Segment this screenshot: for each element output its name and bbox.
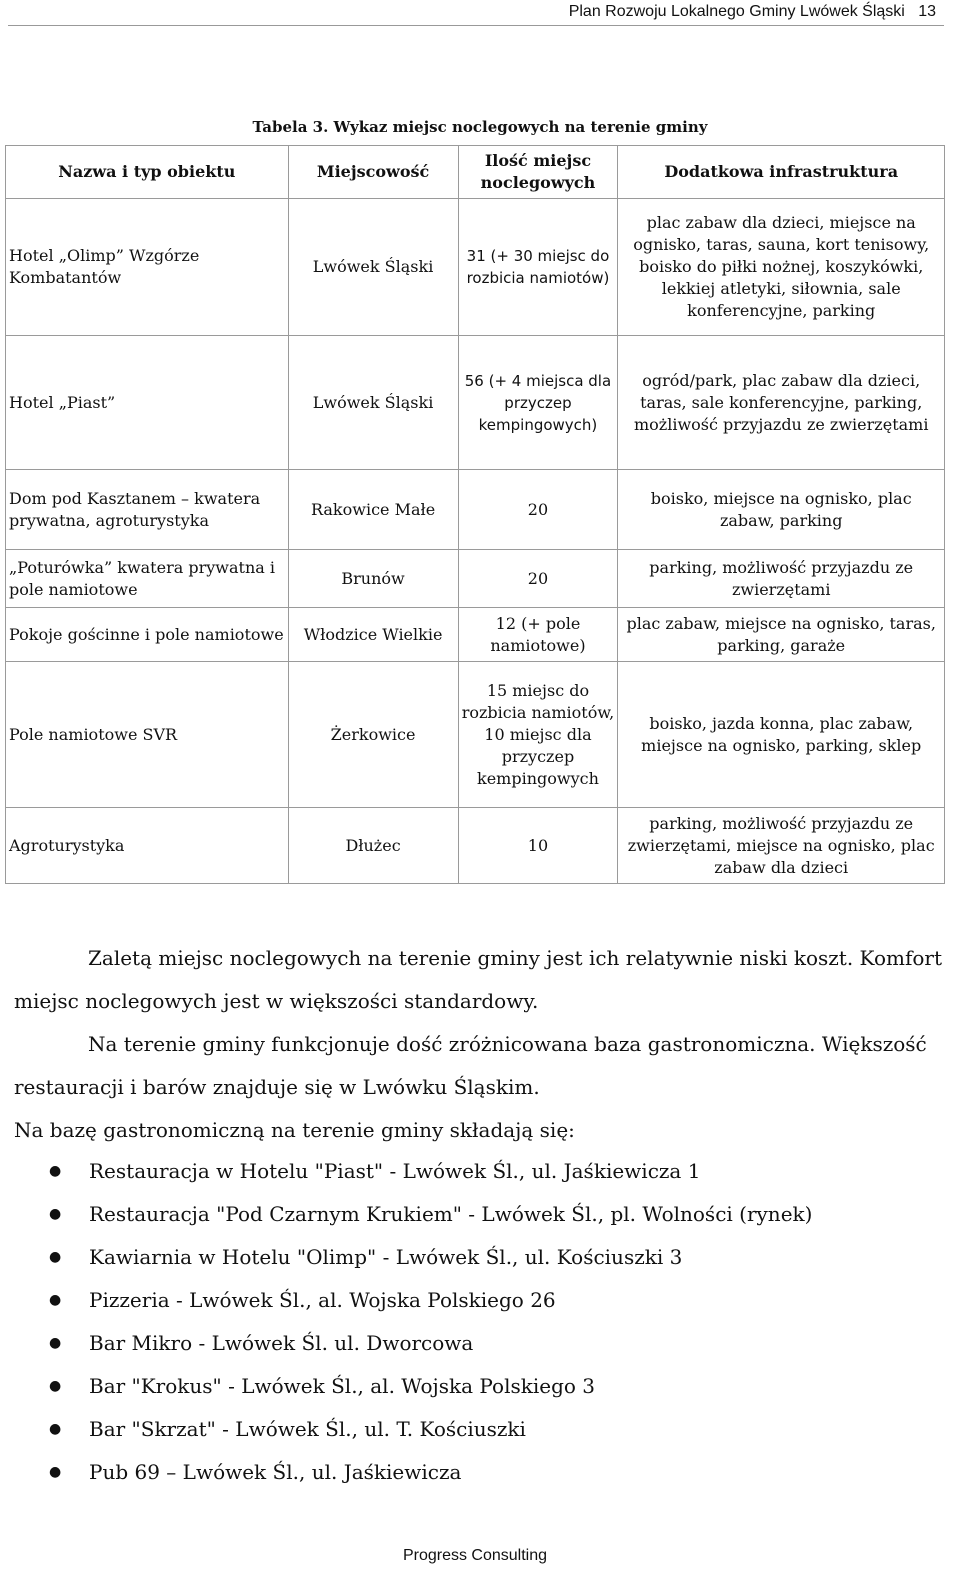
bullet-icon: ● — [49, 1163, 62, 1179]
list-item — [45, 1279, 812, 1322]
cell-capacity: 20 — [458, 470, 618, 550]
list-item-text: Restauracja w Hotelu "Piast" - Lwówek Śl., ul. Jaśkiewicza 1 — [89, 1159, 701, 1183]
header-rule — [8, 25, 944, 26]
accommodation-table — [5, 145, 945, 884]
table-row — [6, 808, 945, 884]
cell-place: Włodzice Wielkie — [288, 608, 458, 662]
list-item-text: Bar "Skrzat" - Lwówek Śl., ul. T. Kościuszki — [89, 1417, 526, 1441]
cell-infrastructure: boisko, miejsce na ognisko, plac zabaw, parking — [618, 470, 945, 550]
column-header: Dodatkowa infrastruktura — [618, 146, 945, 199]
cell-infrastructure: parking, możliwość przyjazdu ze zwierzętami, miejsce na ognisko, plac zabaw dla dzieci — [618, 808, 945, 884]
paragraph: Zaletą miejsc noclegowych na terenie gminy jest ich relatywnie niski koszt. Komfort miejsc noclegowych jest w większości standardowy. — [14, 946, 943, 1013]
list-item — [45, 1408, 812, 1451]
table-row — [6, 199, 945, 336]
cell-place: Brunów — [288, 550, 458, 608]
cell-infrastructure: plac zabaw, miejsce na ognisko, taras, parking, garaże — [618, 608, 945, 662]
bullet-icon: ● — [49, 1292, 62, 1308]
paragraph: Na bazę gastronomiczną na terenie gminy składają się: — [14, 1118, 575, 1142]
cell-name: „Poturówka” kwatera prywatna i pole namiotowe — [6, 550, 289, 608]
page-footer: Progress Consulting — [402, 1547, 548, 1564]
column-header: Nazwa i typ obiektu — [6, 146, 289, 199]
cell-infrastructure: parking, możliwość przyjazdu ze zwierzętami — [618, 550, 945, 608]
bullet-icon: ● — [49, 1378, 62, 1394]
list-item — [45, 1193, 812, 1236]
cell-place: Lwówek Śląski — [288, 199, 458, 336]
table-row — [6, 550, 945, 608]
list-item-text: Kawiarnia w Hotelu "Olimp" - Lwówek Śl., ul. Kościuszki 3 — [89, 1245, 683, 1269]
list-item — [45, 1236, 812, 1279]
cell-capacity: 10 — [458, 808, 618, 884]
cell-capacity: 20 — [458, 550, 618, 608]
cell-name: Hotel „Olimp” Wzgórze Kombatantów — [6, 199, 289, 336]
table-caption: Tabela 3. Wykaz miejsc noclegowych na terenie gminy — [252, 118, 708, 136]
list-item — [45, 1150, 812, 1193]
cell-place: Żerkowice — [288, 662, 458, 808]
cell-name: Dom pod Kasztanem – kwatera prywatna, agroturystyka — [6, 470, 289, 550]
cell-name: Pole namiotowe SVR — [6, 662, 289, 808]
cell-capacity: 56 (+ 4 miejsca dla przyczep kempingowych) — [458, 336, 618, 470]
cell-infrastructure: ogród/park, plac zabaw dla dzieci, taras, sale konferencyjne, parking, możliwość przyjazdu ze zwierzętami — [618, 336, 945, 470]
header-title: Plan Rozwoju Lokalnego Gminy Lwówek Śląski — [568, 3, 905, 20]
cell-infrastructure: boisko, jazda konna, plac zabaw, miejsce na ognisko, parking, sklep — [618, 662, 945, 808]
table-row — [6, 336, 945, 470]
table-row — [6, 608, 945, 662]
list-item — [45, 1451, 812, 1494]
cell-place: Rakowice Małe — [288, 470, 458, 550]
list-item-text: Bar "Krokus" - Lwówek Śl., al. Wojska Polskiego 3 — [89, 1374, 596, 1398]
list-item-text: Pizzeria - Lwówek Śl., al. Wojska Polskiego 26 — [89, 1288, 556, 1312]
cell-name: Pokoje gościnne i pole namiotowe — [6, 608, 289, 662]
cell-capacity: 15 miejsc do rozbicia namiotów, 10 miejsc dla przyczep kempingowych — [458, 662, 618, 808]
gastronomy-list — [45, 1150, 812, 1494]
cell-place: Lwówek Śląski — [288, 336, 458, 470]
cell-name: Hotel „Piast” — [6, 336, 289, 470]
cell-place: Dłużec — [288, 808, 458, 884]
bullet-icon: ● — [49, 1335, 62, 1351]
column-header: Miejscowość — [288, 146, 458, 199]
page-number: 13 — [918, 3, 936, 20]
list-item-text: Bar Mikro - Lwówek Śl. ul. Dworcowa — [89, 1331, 474, 1355]
cell-capacity: 12 (+ pole namiotowe) — [458, 608, 618, 662]
bullet-icon: ● — [49, 1206, 62, 1222]
bullet-icon: ● — [49, 1464, 62, 1480]
table-row — [6, 470, 945, 550]
bullet-icon: ● — [49, 1421, 62, 1437]
paragraph: Na terenie gminy funkcjonuje dość zróżnicowana baza gastronomiczna. Większość restauracji i barów znajduje się w Lwówku Śląskim. — [14, 1032, 927, 1099]
list-item-text: Pub 69 – Lwówek Śl., ul. Jaśkiewicza — [89, 1460, 462, 1484]
list-item — [45, 1365, 812, 1408]
bullet-icon: ● — [49, 1249, 62, 1265]
column-header: Ilość miejsc noclegowych — [458, 146, 618, 199]
cell-name: Agroturystyka — [6, 808, 289, 884]
list-item — [45, 1322, 812, 1365]
page-header — [569, 3, 936, 21]
table-header-row — [6, 146, 945, 199]
cell-infrastructure: plac zabaw dla dzieci, miejsce na ognisko, taras, sauna, kort tenisowy, boisko do piłki nożnej, koszykówki, lekkiej atletyki, siłownia, sale konferencyjne, parking — [618, 199, 945, 336]
cell-capacity: 31 (+ 30 miejsc do rozbicia namiotów) — [458, 199, 618, 336]
list-item-text: Restauracja "Pod Czarnym Krukiem" - Lwówek Śl., pl. Wolności (rynek) — [89, 1202, 813, 1226]
table-row — [6, 662, 945, 808]
